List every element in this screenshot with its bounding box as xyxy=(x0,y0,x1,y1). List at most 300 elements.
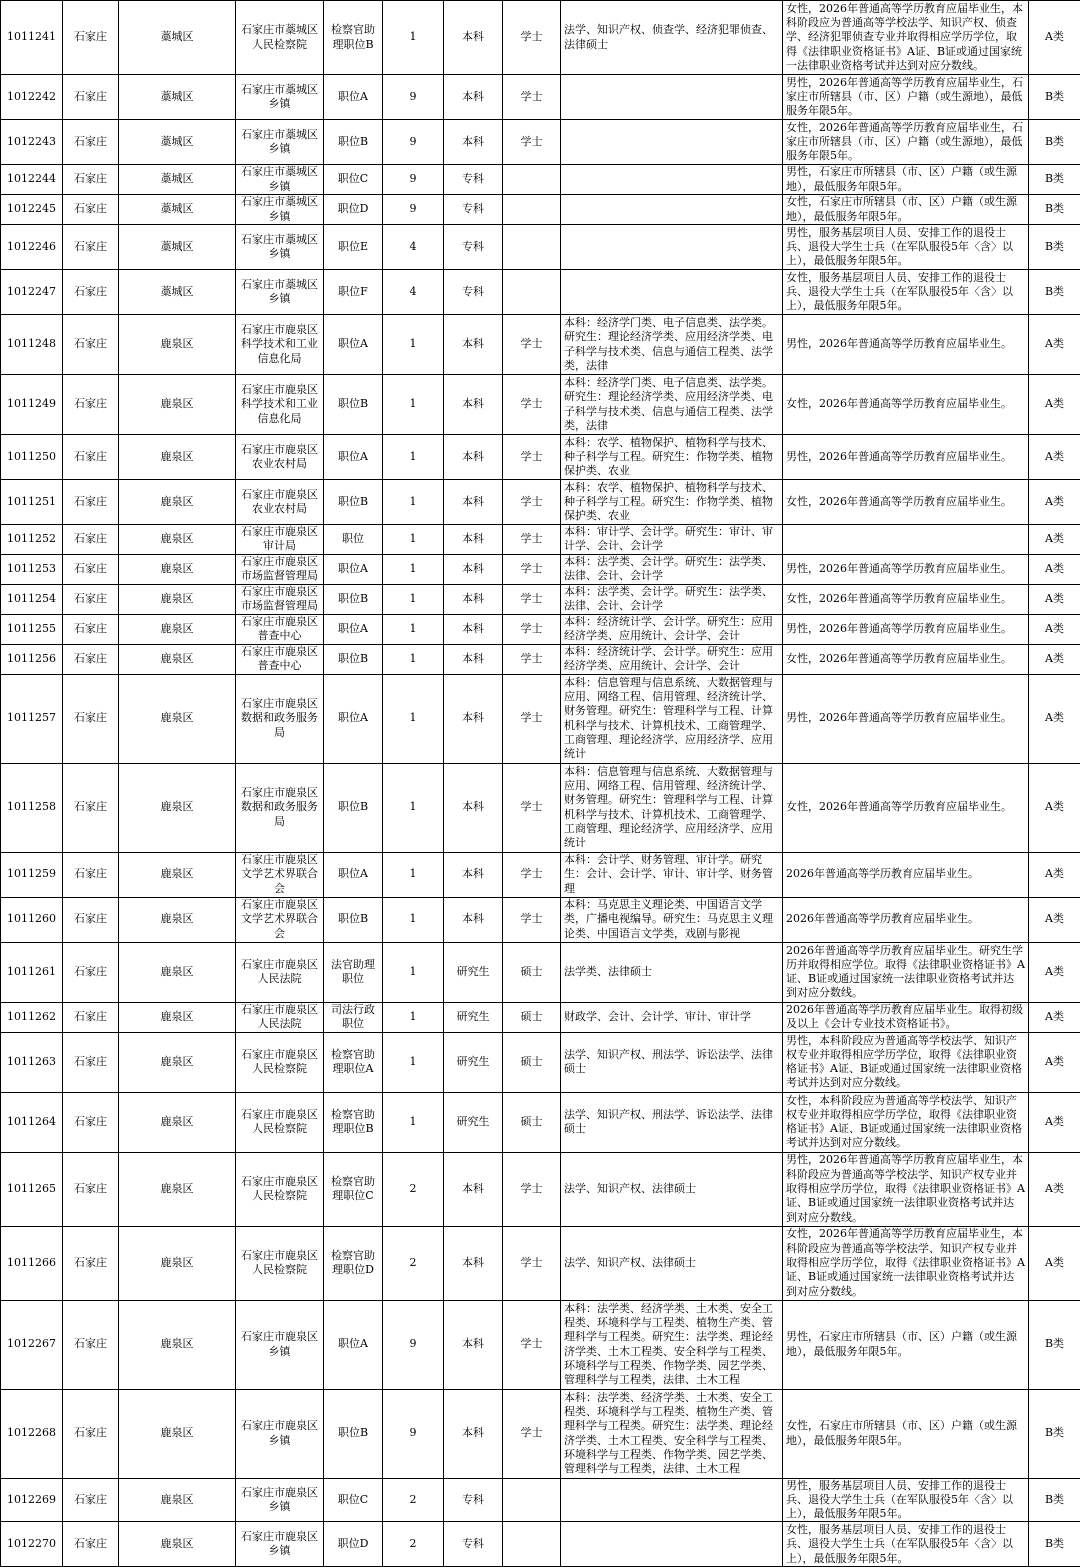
hiring-count-cell: 1 xyxy=(383,315,444,375)
district-cell: 鹿泉区 xyxy=(119,763,236,852)
category-cell: A类 xyxy=(1029,614,1080,644)
job-code-cell: 1011252 xyxy=(1,525,63,555)
table-row xyxy=(1,554,1080,584)
district-cell: 鹿泉区 xyxy=(119,1389,236,1478)
requirements-cell: 女性，石家庄市所辖县（市、区）户籍（或生源地），最低服务年限5年。 xyxy=(783,195,1029,225)
job-code-cell: 1011255 xyxy=(1,614,63,644)
requirements-cell: 男性，2026年普通高等学历教育应届毕业生。 xyxy=(783,435,1029,480)
table-row xyxy=(1,1002,1080,1032)
education-cell: 本科 xyxy=(444,614,503,644)
degree-cell: 硕士 xyxy=(503,1002,561,1032)
unit-cell: 石家庄市鹿泉区科学技术和工业信息化局 xyxy=(236,315,324,375)
major-cell: 本科：会计学、财务管理、审计学。研究生：会计、会计学、审计、审计学、财务管理 xyxy=(561,852,783,897)
job-code-cell: 1011261 xyxy=(1,942,63,1002)
table-row xyxy=(1,852,1080,897)
category-cell: A类 xyxy=(1029,435,1080,480)
major-cell: 法学、知识产权、刑法学、诉讼法学、法律硕士 xyxy=(561,1092,783,1152)
position-cell: 职位F xyxy=(324,270,383,315)
unit-cell: 石家庄市鹿泉区人民检察院 xyxy=(236,1092,324,1152)
city-cell: 石家庄 xyxy=(63,1152,119,1226)
position-cell: 职位B xyxy=(324,763,383,852)
education-cell: 本科 xyxy=(444,674,503,763)
position-cell: 职位C xyxy=(324,1478,383,1522)
hiring-count-cell: 1 xyxy=(383,1032,444,1092)
position-cell: 职位A xyxy=(324,315,383,375)
major-cell: 法学、知识产权、法律硕士 xyxy=(561,1152,783,1226)
category-cell: B类 xyxy=(1029,1300,1080,1389)
district-cell: 鹿泉区 xyxy=(119,1092,236,1152)
degree-cell: 学士 xyxy=(503,1152,561,1226)
job-code-cell: 1011250 xyxy=(1,435,63,480)
requirements-cell: 女性，石家庄市所辖县（市、区）户籍（或生源地），最低服务年限5年。 xyxy=(783,1389,1029,1478)
job-code-cell: 1011254 xyxy=(1,584,63,614)
degree-cell xyxy=(503,270,561,315)
education-cell: 研究生 xyxy=(444,1002,503,1032)
category-cell: A类 xyxy=(1029,1226,1080,1300)
position-cell: 职位 xyxy=(324,525,383,555)
unit-cell: 石家庄市鹿泉区乡镇 xyxy=(236,1522,324,1567)
position-cell: 职位A xyxy=(324,674,383,763)
major-cell xyxy=(561,270,783,315)
table-row xyxy=(1,270,1080,315)
major-cell: 本科：马克思主义理论类、中国语言文学类，广播电视编导。研究生：马克思主义理论类、中国语言文学类，戏剧与影视 xyxy=(561,897,783,942)
position-cell: 职位A xyxy=(324,614,383,644)
job-code-cell: 1011266 xyxy=(1,1226,63,1300)
category-cell: A类 xyxy=(1029,1152,1080,1226)
city-cell: 石家庄 xyxy=(63,852,119,897)
district-cell: 鹿泉区 xyxy=(119,584,236,614)
city-cell: 石家庄 xyxy=(63,375,119,435)
job-code-cell: 1011241 xyxy=(1,1,63,75)
city-cell: 石家庄 xyxy=(63,315,119,375)
major-cell xyxy=(561,1478,783,1522)
education-cell: 专科 xyxy=(444,270,503,315)
district-cell: 鹿泉区 xyxy=(119,614,236,644)
city-cell: 石家庄 xyxy=(63,584,119,614)
city-cell: 石家庄 xyxy=(63,644,119,674)
hiring-count-cell: 9 xyxy=(383,195,444,225)
job-code-cell: 1011258 xyxy=(1,763,63,852)
degree-cell: 学士 xyxy=(503,763,561,852)
requirements-cell: 女性，2026年普通高等学历教育应届毕业生。 xyxy=(783,584,1029,614)
city-cell: 石家庄 xyxy=(63,75,119,120)
degree-cell: 学士 xyxy=(503,584,561,614)
degree-cell xyxy=(503,195,561,225)
table-row xyxy=(1,1092,1080,1152)
education-cell: 本科 xyxy=(444,1300,503,1389)
city-cell: 石家庄 xyxy=(63,270,119,315)
major-cell xyxy=(561,120,783,165)
requirements-cell: 男性，石家庄市所辖县（市、区）户籍（或生源地），最低服务年限5年。 xyxy=(783,165,1029,195)
job-code-cell: 1012243 xyxy=(1,120,63,165)
degree-cell: 学士 xyxy=(503,1300,561,1389)
position-cell: 职位B xyxy=(324,584,383,614)
position-cell: 职位B xyxy=(324,644,383,674)
hiring-count-cell: 1 xyxy=(383,435,444,480)
category-cell: A类 xyxy=(1029,584,1080,614)
hiring-count-cell: 1 xyxy=(383,614,444,644)
education-cell: 研究生 xyxy=(444,942,503,1002)
city-cell: 石家庄 xyxy=(63,1032,119,1092)
unit-cell: 石家庄市藁城区乡镇 xyxy=(236,195,324,225)
requirements-cell: 女性，2026年普通高等学历教育应届毕业生。 xyxy=(783,480,1029,525)
district-cell: 鹿泉区 xyxy=(119,554,236,584)
unit-cell: 石家庄市藁城区乡镇 xyxy=(236,165,324,195)
city-cell: 石家庄 xyxy=(63,525,119,555)
hiring-count-cell: 4 xyxy=(383,270,444,315)
unit-cell: 石家庄市藁城区乡镇 xyxy=(236,75,324,120)
position-cell: 检察官助理职位B xyxy=(324,1092,383,1152)
major-cell: 财政学、会计、会计学、审计、审计学 xyxy=(561,1002,783,1032)
city-cell: 石家庄 xyxy=(63,435,119,480)
job-code-cell: 1012245 xyxy=(1,195,63,225)
unit-cell: 石家庄市鹿泉区农业农村局 xyxy=(236,480,324,525)
category-cell: A类 xyxy=(1029,1002,1080,1032)
unit-cell: 石家庄市藁城区乡镇 xyxy=(236,270,324,315)
requirements-cell: 男性，2026年普通高等学历教育应届毕业生，本科阶段应为普通高等学校法学、知识产权专业并取得相应学历学位，取得《法律职业资格证书》A证、B证或通过国家统一法律职业资格考试并达到对应分数线。 xyxy=(783,1152,1029,1226)
category-cell: A类 xyxy=(1029,480,1080,525)
unit-cell: 石家庄市鹿泉区文学艺术界联合会 xyxy=(236,852,324,897)
education-cell: 本科 xyxy=(444,1226,503,1300)
category-cell: A类 xyxy=(1029,525,1080,555)
hiring-count-cell: 1 xyxy=(383,584,444,614)
major-cell: 本科：经济学门类、电子信息类、法学类。研究生：理论经济学类、应用经济学类、电子科学与技术类、信息与通信工程类、法学类，法律 xyxy=(561,375,783,435)
requirements-cell: 男性，2026年普通高等学历教育应届毕业生。 xyxy=(783,315,1029,375)
table-row xyxy=(1,225,1080,270)
category-cell: A类 xyxy=(1029,1092,1080,1152)
city-cell: 石家庄 xyxy=(63,554,119,584)
education-cell: 本科 xyxy=(444,1389,503,1478)
district-cell: 鹿泉区 xyxy=(119,1300,236,1389)
job-code-cell: 1011253 xyxy=(1,554,63,584)
major-cell: 法学、知识产权、法律硕士 xyxy=(561,1226,783,1300)
major-cell: 法学类、法律硕士 xyxy=(561,942,783,1002)
unit-cell: 石家庄市鹿泉区普查中心 xyxy=(236,644,324,674)
category-cell: B类 xyxy=(1029,1478,1080,1522)
city-cell: 石家庄 xyxy=(63,1300,119,1389)
requirements-cell: 2026年普通高等学历教育应届毕业生。 xyxy=(783,897,1029,942)
category-cell: A类 xyxy=(1029,852,1080,897)
unit-cell: 石家庄市鹿泉区文学艺术界联合会 xyxy=(236,897,324,942)
table-row xyxy=(1,584,1080,614)
table-row xyxy=(1,375,1080,435)
job-code-cell: 1012247 xyxy=(1,270,63,315)
degree-cell: 学士 xyxy=(503,614,561,644)
table-body xyxy=(1,1,1080,1567)
category-cell: A类 xyxy=(1029,644,1080,674)
unit-cell: 石家庄市鹿泉区乡镇 xyxy=(236,1300,324,1389)
hiring-count-cell: 9 xyxy=(383,1300,444,1389)
education-cell: 本科 xyxy=(444,1152,503,1226)
district-cell: 藁城区 xyxy=(119,270,236,315)
requirements-cell: 女性，服务基层项目人员、安排工作的退役士兵、退役大学生士兵（在军队服役5年〈含〉以上），最低服务年限5年。 xyxy=(783,1522,1029,1567)
table-row xyxy=(1,644,1080,674)
requirements-cell: 男性，2026年普通高等学历教育应届毕业生。 xyxy=(783,554,1029,584)
position-cell: 职位D xyxy=(324,1522,383,1567)
category-cell: A类 xyxy=(1029,315,1080,375)
table-row xyxy=(1,1,1080,75)
job-code-cell: 1011259 xyxy=(1,852,63,897)
position-cell: 职位A xyxy=(324,554,383,584)
unit-cell: 石家庄市鹿泉区乡镇 xyxy=(236,1389,324,1478)
hiring-count-cell: 1 xyxy=(383,644,444,674)
table-row xyxy=(1,480,1080,525)
table-row xyxy=(1,75,1080,120)
requirements-cell: 女性，2026年普通高等学历教育应届毕业生，石家庄市所辖县（市、区）户籍（或生源地），最低服务年限5年。 xyxy=(783,120,1029,165)
education-cell: 本科 xyxy=(444,763,503,852)
unit-cell: 石家庄市鹿泉区人民法院 xyxy=(236,942,324,1002)
unit-cell: 石家庄市鹿泉区数据和政务服务局 xyxy=(236,674,324,763)
table-row xyxy=(1,942,1080,1002)
unit-cell: 石家庄市藁城区乡镇 xyxy=(236,225,324,270)
job-code-cell: 1011265 xyxy=(1,1152,63,1226)
unit-cell: 石家庄市鹿泉区人民检察院 xyxy=(236,1152,324,1226)
position-cell: 法官助理职位 xyxy=(324,942,383,1002)
requirements-cell: 女性，本科阶段应为普通高等学校法学、知识产权专业并取得相应学历学位，取得《法律职业资格证书》A证、B证或通过国家统一法律职业资格考试并达到对应分数线。 xyxy=(783,1092,1029,1152)
table-row xyxy=(1,1300,1080,1389)
hiring-count-cell: 1 xyxy=(383,897,444,942)
job-code-cell: 1012244 xyxy=(1,165,63,195)
hiring-count-cell: 1 xyxy=(383,1092,444,1152)
table-row xyxy=(1,525,1080,555)
position-cell: 职位B xyxy=(324,375,383,435)
degree-cell: 学士 xyxy=(503,315,561,375)
district-cell: 藁城区 xyxy=(119,165,236,195)
job-code-cell: 1012242 xyxy=(1,75,63,120)
table-row xyxy=(1,1478,1080,1522)
category-cell: B类 xyxy=(1029,1522,1080,1567)
major-cell: 本科：法学类、会计学。研究生：法学类、法律、会计、会计学 xyxy=(561,584,783,614)
category-cell: A类 xyxy=(1029,1,1080,75)
major-cell: 本科：信息管理与信息系统、大数据管理与应用、网络工程、信用管理、经济统计学、财务管理。研究生：管理科学与工程、计算机科学与技术、计算机技术、工商管理学、工商管理、理论经济学、应用经济学、应用统计 xyxy=(561,763,783,852)
degree-cell: 硕士 xyxy=(503,1092,561,1152)
degree-cell: 学士 xyxy=(503,1,561,75)
city-cell: 石家庄 xyxy=(63,120,119,165)
position-cell: 职位A xyxy=(324,1300,383,1389)
category-cell: A类 xyxy=(1029,763,1080,852)
requirements-cell xyxy=(783,525,1029,555)
degree-cell: 学士 xyxy=(503,554,561,584)
degree-cell: 学士 xyxy=(503,480,561,525)
unit-cell: 石家庄市藁城区人民检察院 xyxy=(236,1,324,75)
table-row xyxy=(1,435,1080,480)
position-cell: 职位A xyxy=(324,852,383,897)
major-cell xyxy=(561,75,783,120)
education-cell: 本科 xyxy=(444,644,503,674)
city-cell: 石家庄 xyxy=(63,1226,119,1300)
major-cell xyxy=(561,165,783,195)
degree-cell xyxy=(503,1522,561,1567)
major-cell xyxy=(561,225,783,270)
city-cell: 石家庄 xyxy=(63,225,119,270)
major-cell xyxy=(561,1522,783,1567)
degree-cell: 学士 xyxy=(503,435,561,480)
unit-cell: 石家庄市鹿泉区人民法院 xyxy=(236,1002,324,1032)
degree-cell: 学士 xyxy=(503,120,561,165)
position-cell: 检察官助理职位C xyxy=(324,1152,383,1226)
degree-cell: 学士 xyxy=(503,75,561,120)
requirements-cell: 2026年普通高等学历教育应届毕业生。 xyxy=(783,852,1029,897)
district-cell: 鹿泉区 xyxy=(119,435,236,480)
hiring-count-cell: 1 xyxy=(383,525,444,555)
city-cell: 石家庄 xyxy=(63,942,119,1002)
district-cell: 鹿泉区 xyxy=(119,897,236,942)
unit-cell: 石家庄市鹿泉区数据和政务服务局 xyxy=(236,763,324,852)
degree-cell: 学士 xyxy=(503,1226,561,1300)
hiring-count-cell: 1 xyxy=(383,942,444,1002)
district-cell: 藁城区 xyxy=(119,1,236,75)
degree-cell: 学士 xyxy=(503,674,561,763)
education-cell: 本科 xyxy=(444,315,503,375)
city-cell: 石家庄 xyxy=(63,195,119,225)
district-cell: 藁城区 xyxy=(119,195,236,225)
district-cell: 鹿泉区 xyxy=(119,1032,236,1092)
requirements-cell: 男性，石家庄市所辖县（市、区）户籍（或生源地），最低服务年限5年。 xyxy=(783,1300,1029,1389)
table-row xyxy=(1,195,1080,225)
category-cell: A类 xyxy=(1029,1032,1080,1092)
requirements-cell: 女性，2026年普通高等学历教育应届毕业生。 xyxy=(783,375,1029,435)
city-cell: 石家庄 xyxy=(63,614,119,644)
job-code-cell: 1012267 xyxy=(1,1300,63,1389)
unit-cell: 石家庄市鹿泉区人民检察院 xyxy=(236,1032,324,1092)
degree-cell xyxy=(503,225,561,270)
requirements-cell: 女性，2026年普通高等学历教育应届毕业生，本科阶段应为普通高等学校法学、知识产权、侦查学、经济犯罪侦查专业并取得相应学历学位，取得《法律职业资格证书》A证、B证或通过国家统一法律职业资格考试并达到对应分数线。 xyxy=(783,1,1029,75)
major-cell: 本科：审计学、会计学。研究生：审计、审计学、会计、会计学 xyxy=(561,525,783,555)
hiring-count-cell: 1 xyxy=(383,480,444,525)
education-cell: 专科 xyxy=(444,1522,503,1567)
city-cell: 石家庄 xyxy=(63,763,119,852)
position-cell: 职位B xyxy=(324,480,383,525)
requirements-cell: 男性，2026年普通高等学历教育应届毕业生。 xyxy=(783,614,1029,644)
unit-cell: 石家庄市鹿泉区乡镇 xyxy=(236,1478,324,1522)
table-row xyxy=(1,674,1080,763)
major-cell: 本科：法学类、经济学类、土木类、安全工程类、环境科学与工程类、植物生产类、管理科学与工程类。研究生：法学类、理论经济学类、土木工程类、安全科学与工程类、环境科学与工程类、作物学类、园艺学类、管理科学与工程类，法律、土木工程 xyxy=(561,1389,783,1478)
job-code-cell: 1011262 xyxy=(1,1002,63,1032)
job-code-cell: 1011264 xyxy=(1,1092,63,1152)
category-cell: B类 xyxy=(1029,165,1080,195)
category-cell: B类 xyxy=(1029,120,1080,165)
city-cell: 石家庄 xyxy=(63,1478,119,1522)
education-cell: 本科 xyxy=(444,852,503,897)
education-cell: 研究生 xyxy=(444,1032,503,1092)
education-cell: 本科 xyxy=(444,554,503,584)
education-cell: 专科 xyxy=(444,225,503,270)
job-code-cell: 1011256 xyxy=(1,644,63,674)
category-cell: B类 xyxy=(1029,225,1080,270)
job-code-cell: 1012269 xyxy=(1,1478,63,1522)
category-cell: A类 xyxy=(1029,674,1080,763)
requirements-cell: 男性，服务基层项目人员、安排工作的退役士兵、退役大学生士兵（在军队服役5年〈含〉以上），最低服务年限5年。 xyxy=(783,1478,1029,1522)
degree-cell: 学士 xyxy=(503,1389,561,1478)
city-cell: 石家庄 xyxy=(63,897,119,942)
degree-cell: 学士 xyxy=(503,525,561,555)
district-cell: 鹿泉区 xyxy=(119,674,236,763)
degree-cell: 学士 xyxy=(503,852,561,897)
education-cell: 本科 xyxy=(444,1,503,75)
district-cell: 鹿泉区 xyxy=(119,375,236,435)
hiring-count-cell: 1 xyxy=(383,554,444,584)
requirements-cell: 男性，2026年普通高等学历教育应届毕业生，石家庄市所辖县（市、区）户籍（或生源地），最低服务年限5年。 xyxy=(783,75,1029,120)
requirements-cell: 2026年普通高等学历教育应届毕业生。研究生学历并取得相应学位。取得《法律职业资格证书》A证、B证或通过国家统一法律职业资格考试并达到对应分数线。 xyxy=(783,942,1029,1002)
degree-cell: 学士 xyxy=(503,644,561,674)
table-row xyxy=(1,1389,1080,1478)
district-cell: 鹿泉区 xyxy=(119,942,236,1002)
position-cell: 职位B xyxy=(324,1389,383,1478)
district-cell: 鹿泉区 xyxy=(119,644,236,674)
category-cell: B类 xyxy=(1029,195,1080,225)
major-cell xyxy=(561,195,783,225)
city-cell: 石家庄 xyxy=(63,1002,119,1032)
job-code-cell: 1011249 xyxy=(1,375,63,435)
table-row xyxy=(1,1152,1080,1226)
requirements-cell: 女性，2026年普通高等学历教育应届毕业生。 xyxy=(783,644,1029,674)
table-row xyxy=(1,1226,1080,1300)
job-code-cell: 1012268 xyxy=(1,1389,63,1478)
education-cell: 专科 xyxy=(444,195,503,225)
hiring-count-cell: 2 xyxy=(383,1226,444,1300)
position-cell: 职位E xyxy=(324,225,383,270)
position-cell: 职位B xyxy=(324,897,383,942)
table-row xyxy=(1,1522,1080,1567)
requirements-cell: 女性，2026年普通高等学历教育应届毕业生，本科阶段应为普通高等学校法学、知识产权专业并取得相应学历学位，取得《法律职业资格证书》A证、B证或通过国家统一法律职业资格考试并达到对应分数线。 xyxy=(783,1226,1029,1300)
hiring-count-cell: 1 xyxy=(383,763,444,852)
unit-cell: 石家庄市鹿泉区市场监督管理局 xyxy=(236,584,324,614)
hiring-count-cell: 1 xyxy=(383,852,444,897)
education-cell: 本科 xyxy=(444,75,503,120)
city-cell: 石家庄 xyxy=(63,165,119,195)
requirements-cell: 女性，服务基层项目人员、安排工作的退役士兵、退役大学生士兵（在军队服役5年〈含〉以上），最低服务年限5年。 xyxy=(783,270,1029,315)
table-row xyxy=(1,1032,1080,1092)
unit-cell: 石家庄市鹿泉区普查中心 xyxy=(236,614,324,644)
district-cell: 藁城区 xyxy=(119,225,236,270)
position-cell: 职位C xyxy=(324,165,383,195)
job-code-cell: 1011248 xyxy=(1,315,63,375)
position-cell: 职位A xyxy=(324,435,383,480)
position-cell: 职位D xyxy=(324,195,383,225)
job-code-cell: 1011263 xyxy=(1,1032,63,1092)
district-cell: 鹿泉区 xyxy=(119,1522,236,1567)
city-cell: 石家庄 xyxy=(63,1522,119,1567)
unit-cell: 石家庄市鹿泉区人民检察院 xyxy=(236,1226,324,1300)
degree-cell xyxy=(503,1478,561,1522)
category-cell: A类 xyxy=(1029,375,1080,435)
category-cell: A类 xyxy=(1029,554,1080,584)
job-code-cell: 1012270 xyxy=(1,1522,63,1567)
requirements-cell: 男性，服务基层项目人员、安排工作的退役士兵、退役大学生士兵（在军队服役5年〈含〉以上），最低服务年限5年。 xyxy=(783,225,1029,270)
major-cell: 本科：经济学门类、电子信息类、法学类。研究生：理论经济学类、应用经济学类、电子科学与技术类、信息与通信工程类、法学类，法律 xyxy=(561,315,783,375)
major-cell: 法学、知识产权、侦查学、经济犯罪侦查、法律硕士 xyxy=(561,1,783,75)
district-cell: 鹿泉区 xyxy=(119,525,236,555)
district-cell: 鹿泉区 xyxy=(119,1002,236,1032)
education-cell: 本科 xyxy=(444,584,503,614)
job-code-cell: 1011260 xyxy=(1,897,63,942)
district-cell: 鹿泉区 xyxy=(119,1478,236,1522)
table-row xyxy=(1,120,1080,165)
education-cell: 专科 xyxy=(444,165,503,195)
hiring-count-cell: 2 xyxy=(383,1152,444,1226)
district-cell: 藁城区 xyxy=(119,75,236,120)
position-cell: 职位A xyxy=(324,75,383,120)
education-cell: 研究生 xyxy=(444,1092,503,1152)
education-cell: 本科 xyxy=(444,120,503,165)
major-cell: 本科：经济统计学、会计学。研究生：应用经济学类、应用统计、会计学、会计 xyxy=(561,614,783,644)
city-cell: 石家庄 xyxy=(63,1389,119,1478)
city-cell: 石家庄 xyxy=(63,1092,119,1152)
table-row xyxy=(1,165,1080,195)
category-cell: B类 xyxy=(1029,1389,1080,1478)
degree-cell: 学士 xyxy=(503,897,561,942)
table-row xyxy=(1,614,1080,644)
